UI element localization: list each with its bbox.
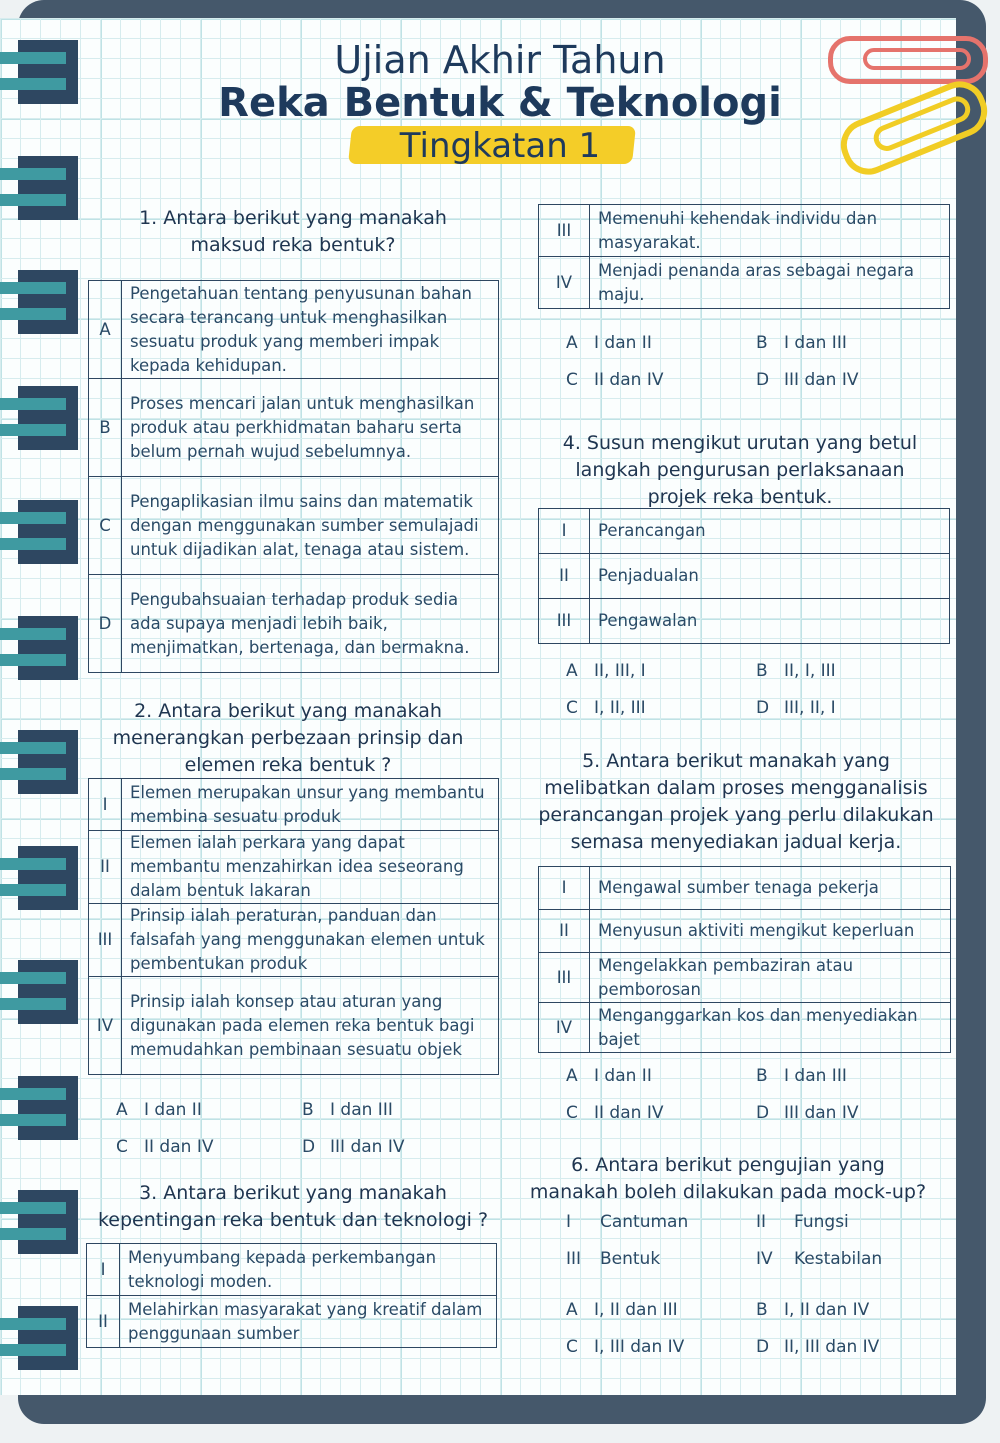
question-3: 3. Antara berikut yang manakah kepentingan reka bentuk dan teknologi ? (97, 1182, 489, 1231)
item-row: III Memenuhi kehendak individu dan masyarakat. (539, 205, 950, 257)
question-4-items (538, 508, 950, 644)
test-item: IV Kestabilan (756, 1249, 883, 1269)
question-1: 1. Antara berikut yang manakah maksud reka bentuk? (139, 207, 447, 256)
spiral-ring-icon (0, 846, 78, 910)
answer-option[interactable]: B II, I, III (756, 661, 836, 681)
question-2-items (88, 778, 499, 1075)
option-row[interactable]: A Pengetahuan tentang penyusunan bahan secara terancang untuk menghasilkan sesuatu produk yang memberi impak kepada kehidupan. (89, 281, 499, 379)
option-row[interactable]: D Pengubahsuaian terhadap produk sedia ada supaya menjadi lebih baik, menjimatkan, bertenaga, dan bermakna. (89, 575, 499, 673)
answer-option[interactable]: D III dan IV (756, 370, 859, 390)
spiral-ring-icon (0, 386, 78, 450)
item-row: IV Menganggarkan kos dan menyediakan bajet (539, 1003, 951, 1053)
answer-option[interactable]: D III dan IV (756, 1103, 859, 1123)
answer-option[interactable]: C I, II, III (566, 698, 646, 718)
exam-title: Ujian Akhir Tahun (334, 38, 666, 82)
test-item: I Cantuman (566, 1212, 689, 1232)
spiral-ring-icon (0, 730, 78, 794)
spiral-ring-icon (0, 960, 78, 1024)
answer-option[interactable]: D II, III dan IV (756, 1337, 880, 1357)
item-row: I Perancangan (539, 509, 950, 554)
item-row: III Mengelakkan pembaziran atau pemborosan (539, 953, 951, 1003)
option-row[interactable]: C Pengaplikasian ilmu sains dan matematik dengan menggunakan sumber semulajadi untuk dijadikan alat, tenaga atau sistem. (89, 477, 499, 575)
answer-option[interactable]: A I dan II (566, 1066, 652, 1086)
answer-option[interactable]: C II dan IV (566, 370, 664, 390)
answer-option[interactable]: B I dan III (302, 1100, 393, 1120)
question-5-items (538, 866, 951, 1053)
item-row: II Penjadualan (539, 554, 950, 599)
item-row: IV Menjadi penanda aras sebagai negara maju. (539, 257, 950, 309)
test-item: II Fungsi (756, 1212, 849, 1232)
answer-option[interactable]: C I, III dan IV (566, 1337, 685, 1357)
item-row: II Elemen ialah perkara yang dapat membantu menzahirkan idea seseorang dalam bentuk lakaran (89, 831, 499, 904)
item-row: IV Prinsip ialah konsep atau aturan yang digunakan pada elemen reka bentuk bagi memudahkan pembinaan sesuatu objek (89, 977, 499, 1075)
answer-option[interactable]: A I, II dan III (566, 1300, 678, 1320)
answer-option[interactable]: A I dan II (566, 333, 652, 353)
question-1-options (88, 280, 499, 673)
item-row: I Menyumbang kepada perkembangan teknologi moden. (87, 1244, 497, 1296)
answer-option[interactable]: D III, II, I (756, 698, 836, 718)
item-row: II Menyusun aktiviti mengikut keperluan (539, 910, 951, 953)
subject-title: Reka Bentuk & Teknologi (218, 80, 782, 126)
answer-option[interactable]: C II dan IV (116, 1137, 214, 1157)
spiral-ring-icon (0, 1190, 78, 1254)
answer-option[interactable]: B I dan III (756, 333, 847, 353)
test-item: III Bentuk (566, 1249, 661, 1269)
spiral-ring-icon (0, 270, 78, 334)
spiral-ring-icon (0, 1306, 78, 1370)
item-row: III Prinsip ialah peraturan, panduan dan falsafah yang menggunakan elemen untuk pembentukan produk (89, 904, 499, 977)
form-level-title: Tingkatan 1 (399, 126, 601, 166)
question-5: 5. Antara berikut manakah yang melibatkan dalam proses mengganalisis perancangan projek yang perlu dilakukan semasa menyediakan jadual kerja. (538, 750, 934, 853)
question-4: 4. Susun mengikut urutan yang betul langkah pengurusan perlaksanaan projek reka bentuk. (562, 432, 918, 508)
option-row[interactable]: B Proses mencari jalan untuk menghasilkan produk atau perkhidmatan baharu serta belum pernah wujud sebelumnya. (89, 379, 499, 477)
spiral-ring-icon (0, 1076, 78, 1140)
answer-option[interactable]: B I dan III (756, 1066, 847, 1086)
spiral-ring-icon (0, 500, 78, 564)
answer-option[interactable]: A I dan II (116, 1100, 202, 1120)
question-3-items-part2 (538, 204, 950, 309)
item-row: I Elemen merupakan unsur yang membantu membina sesuatu produk (89, 779, 499, 831)
question-6: 6. Antara berikut pengujian yang manakah boleh dilakukan pada mock-up? (529, 1154, 927, 1203)
spiral-ring-icon (0, 616, 78, 680)
item-row: I Mengawal sumber tenaga pekerja (539, 867, 951, 910)
answer-option[interactable]: C II dan IV (566, 1103, 664, 1123)
answer-option[interactable]: A II, III, I (566, 661, 646, 681)
item-row: III Pengawalan (539, 599, 950, 644)
question-2: 2. Antara berikut yang manakah menerangkan perbezaan prinsip dan elemen reka bentuk ? (112, 700, 464, 776)
answer-option[interactable]: B I, II dan IV (756, 1300, 870, 1320)
item-row: II Melahirkan masyarakat yang kreatif dalam penggunaan sumber (87, 1296, 497, 1348)
question-3-items-part1 (86, 1243, 497, 1348)
answer-option[interactable]: D III dan IV (302, 1137, 405, 1157)
